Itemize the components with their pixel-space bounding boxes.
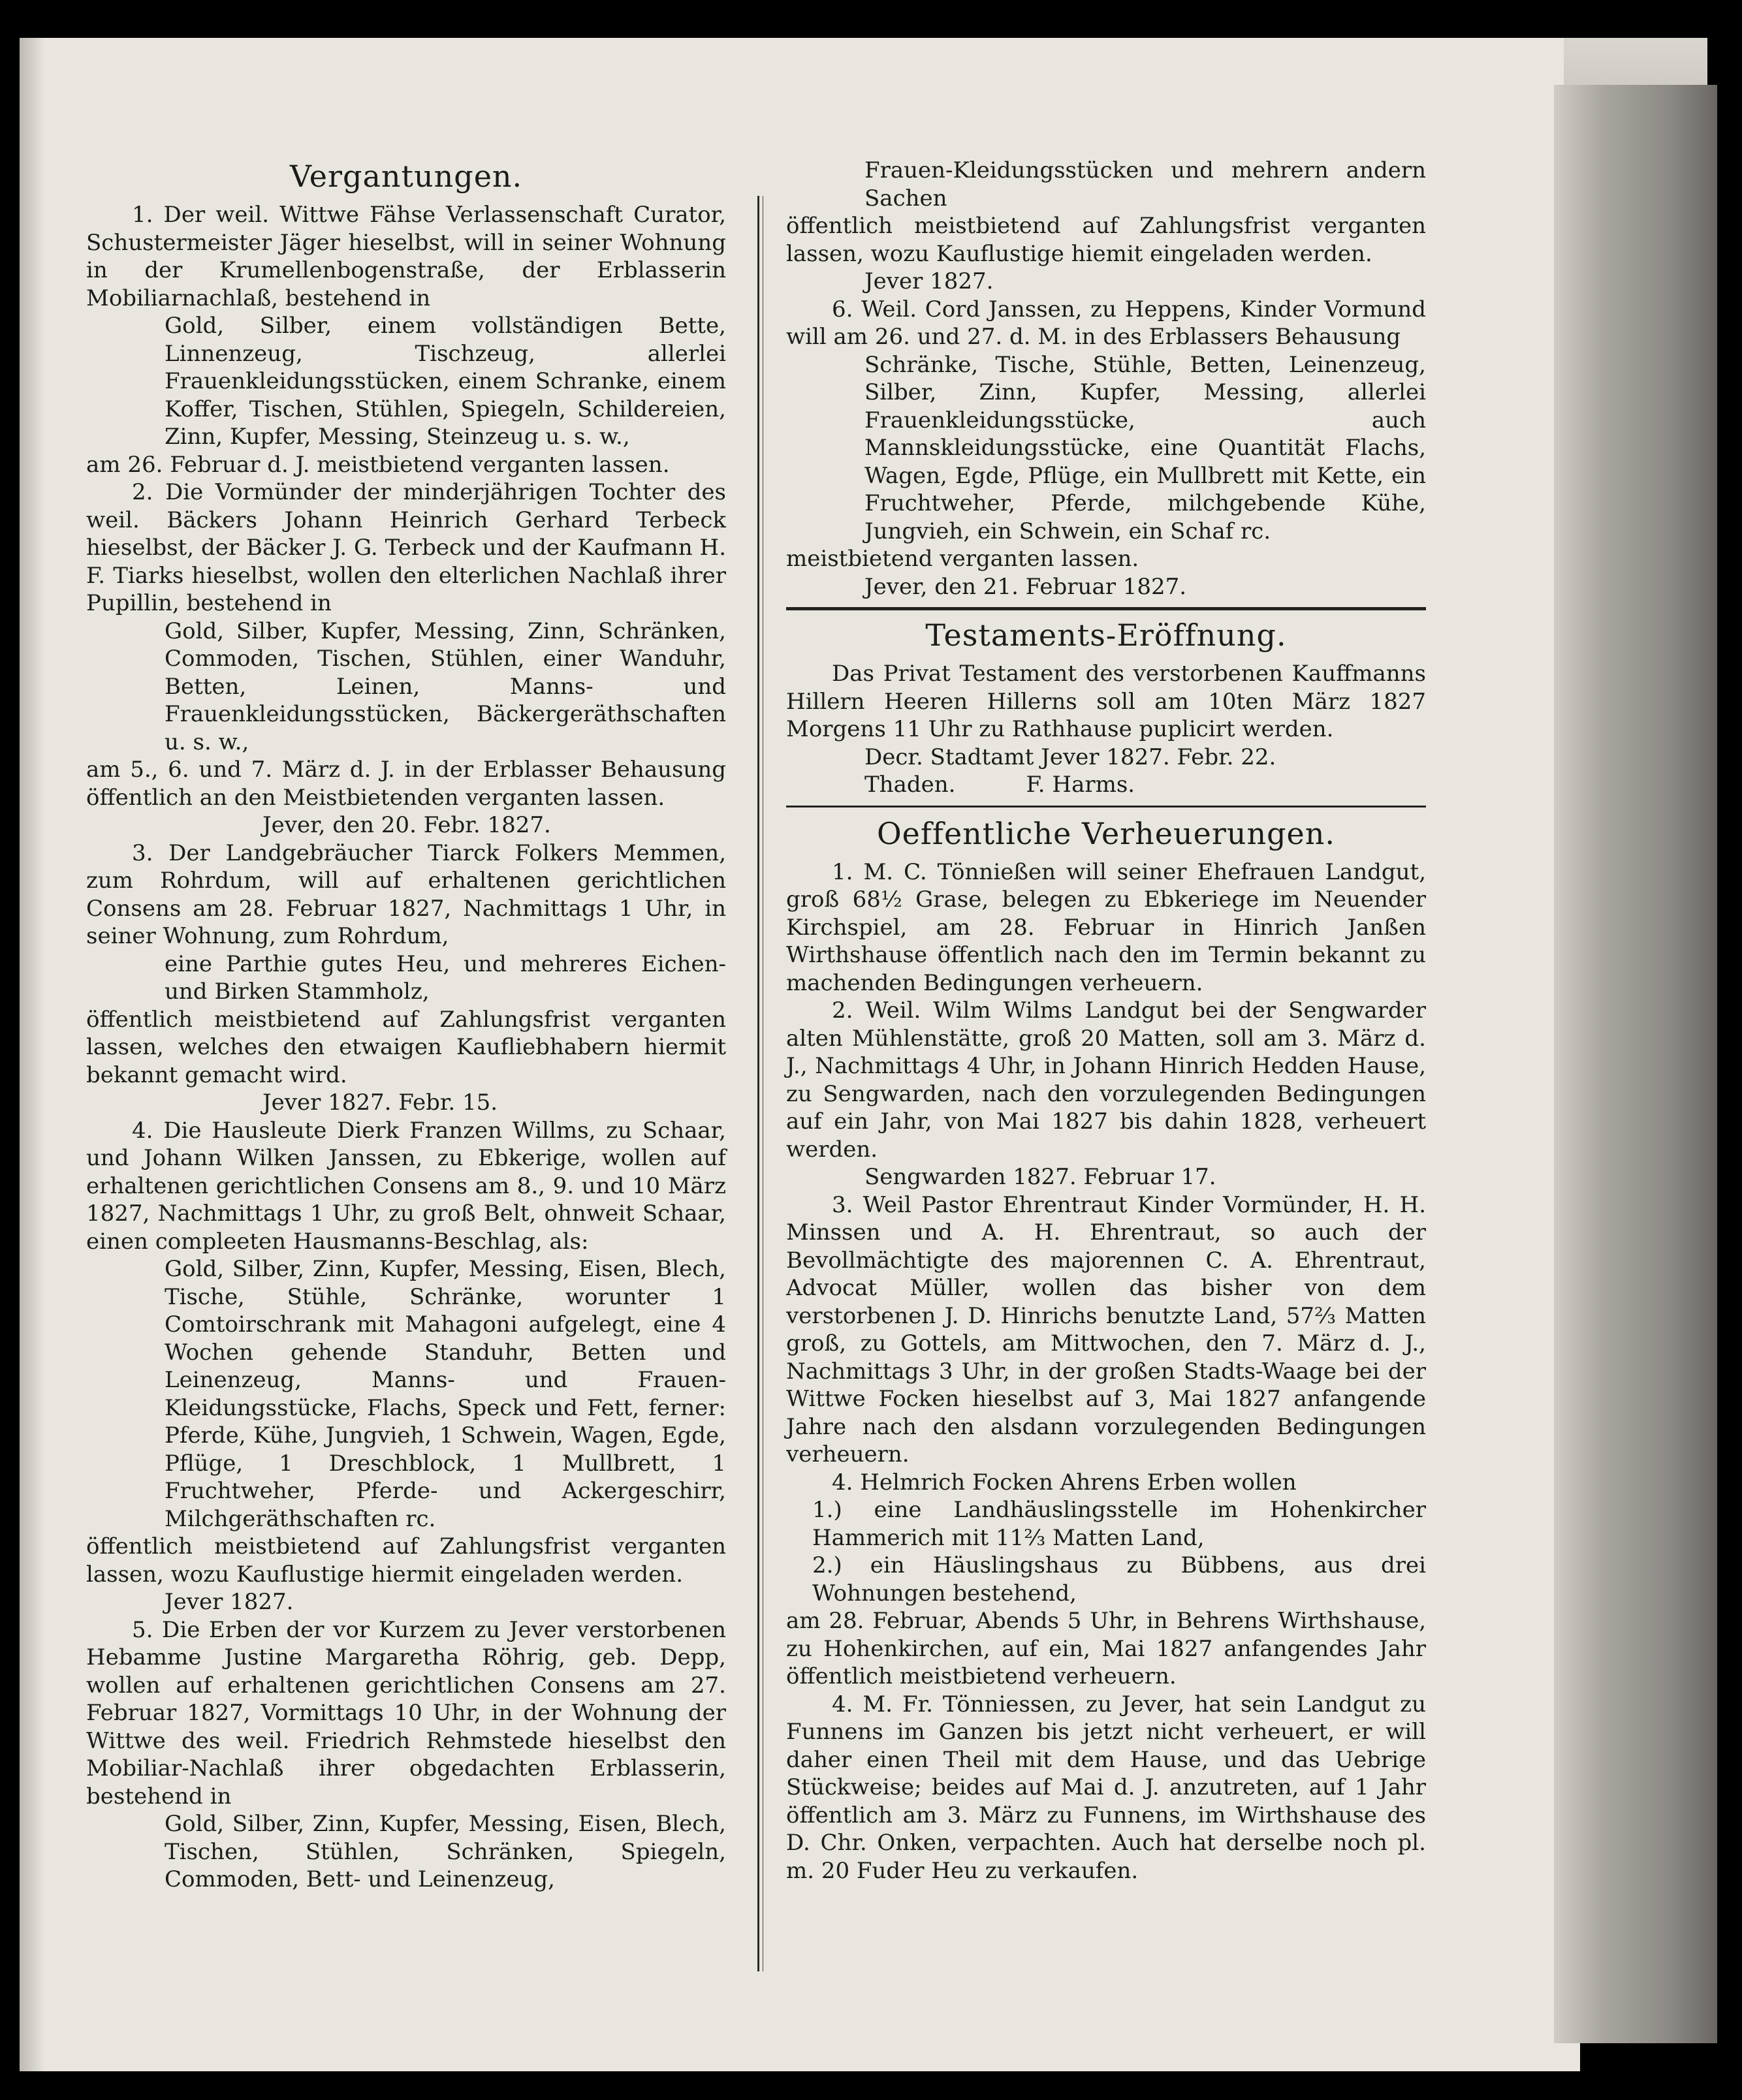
notice-5-items: Gold, Silber, Zinn, Kupfer, Messing, Eisen, Blech, Tischen, Stühlen, Schränken, Spiegeln, Commoden, Bett- und Leinenzeug, — [165, 1811, 726, 1892]
notice-5-items-continued: Frauen-Kleidungsstücken und mehrern andern Sachen — [864, 157, 1426, 212]
notice-6-items: Schränke, Tische, Stühle, Betten, Leinenzeug, Silber, Zinn, Kupfer, Messing, allerlei Frauenkleidungsstücke, auch Mannskleidungsstücke, eine Quantität Flachs, Wagen, Egde, Pflüge, ein Mullbrett mit Kette, ein Fruchtweher, Pferde, milchgebende Kühe, Jungvieh, ein Schwein, ein Schaf rc. — [864, 351, 1426, 544]
notice-4-items: Gold, Silber, Zinn, Kupfer, Messing, Eisen, Blech, Tische, Stühle, Schränke, worunter 1 Comtoirschrank mit Mahagoni aufgelegt, eine 4 Wochen gehende Standuhr, Betten und Leinenzeug, Manns- und Frauen-Kleidungsstücke, Flachs, Speck und Fett, ferner: Pferde, Kühe, Jungvieh, 1 Schwein, Wagen, Egde, Pflüge, 1 Dreschblock, 1 Mullbrett, 1 Fruchtweher, Pferde- und Ackergeschirr, Milchgeräthschaften rc. — [165, 1256, 726, 1532]
testament-decree: Decr. Stadtamt Jever 1827. Febr. 22. — [864, 744, 1276, 770]
notice-1-end: am 26. Februar d. J. meistbietend verganten lassen. — [86, 451, 670, 478]
notice-3-intro: 3. Der Landgebräucher Tiarck Folkers Memmen, zum Rohrdum, will auf erhaltenen gerichtlichen Consens am 28. Februar 1827, Nachmittags 1 Uhr, in seiner Wohnung, zum Rohrdum, — [86, 839, 726, 949]
notice-5-date: Jever 1827. — [864, 268, 994, 294]
lease-4-end: am 28. Februar, Abends 5 Uhr, in Behrens Wirthshause, zu Hohenkirchen, auf ein, Mai 1827 anfangendes Jahr öffentlich meistbietend verheuern. — [786, 1608, 1426, 1689]
lease-2: 2. Weil. Wilm Wilms Landgut bei der Sengwarder alten Mühlenstätte, groß 20 Matten, soll am 3. März d. J., Nachmittags 4 Uhr, in Johann Hinrich Hedden Hause, zu Sengwarden, nach den vorzulegenden Bedingungen auf ein Jahr, von Mai 1827 bis dahin 1828, verheuert werden. — [786, 997, 1426, 1163]
notice-6-date: Jever, den 21. Februar 1827. — [864, 573, 1187, 600]
notice-2-items: Gold, Silber, Kupfer, Messing, Zinn, Schränken, Commoden, Tischen, Stühlen, einer Wanduhr, Betten, Leinen, Manns- und Frauenkleidungsstücken, Bäckergeräthschaften u. s. w., — [165, 618, 726, 755]
lease-2-date: Sengwarden 1827. Februar 17. — [864, 1164, 1216, 1190]
notice-4-end: öffentlich meistbietend auf Zahlungsfrist verganten lassen, wozu Kauflustige hiermit eingeladen werden. — [86, 1533, 726, 1588]
section-rule — [786, 607, 1426, 610]
lease-1: 1. M. C. Tönnießen will seiner Ehefrauen Landgut, groß 68½ Grase, belegen zu Ebkeriege im Neuender Kirchspiel, am 28. Februar in Hinrich Janßen Wirthshause öffentlich nach den im Termin bekannt zu machenden Bedingungen verheuern. — [786, 858, 1426, 996]
notice-4-date: Jever 1827. — [165, 1589, 294, 1615]
lease-4-intro: 4. Helmrich Focken Ahrens Erben wollen — [832, 1469, 1297, 1496]
notice-5-intro: 5. Die Erben der vor Kurzem zu Jever verstorbenen Hebamme Justine Margaretha Röhrig, geb. Depp, wollen auf erhaltenen gerichtlichen Consens am 27. Februar 1827, Vormittags 10 Uhr, in der Wohnung der Wittwe des weil. Friedrich Rehmstede hieselbst den Mobiliar-Nachlaß ihrer obgedachten Erblasserin, bestehend in — [86, 1616, 726, 1810]
section-title-testament: Testaments-Eröffnung. — [925, 618, 1287, 653]
notice-2-end: am 5., 6. und 7. März d. J. in der Erblasser Behausung öffentlich an den Meistbietenden verganten lassen. — [86, 757, 726, 811]
notice-3-items: eine Parthie gutes Heu, und mehreres Eichen- und Birken Stammholz, — [165, 950, 726, 1005]
notice-6-end: meistbietend verganten lassen. — [786, 546, 1139, 572]
lease-5: 4. M. Fr. Tönniessen, zu Jever, hat sein Landgut zu Funnens im Ganzen bis jetzt nicht verheuert, er will daher einen Theil mit dem Hause, und das Uebrige Stückweise; beides auf Mai d. J. anzutreten, auf 1 Jahr öffentlich am 3. März zu Funnens, im Wirthshause des D. Chr. Onken, verpachten. Auch hat derselbe noch pl. m. 20 Fuder Heu zu verkaufen. — [786, 1691, 1426, 1884]
book-spine-edge — [1554, 85, 1717, 2043]
lease-3: 3. Weil Pastor Ehrentraut Kinder Vormünder, H. H. Minssen und A. H. Ehrentraut, so auch der Bevollmächtigte des majorennen C. A. Ehrentraut, Advocat Müller, wollen das bisher von dem verstorbenen J. D. Hinrichs benutzte Land, 57⅔ Matten groß, zu Gottels, am Mittwochen, den 7. März d. J., Nachmittags 3 Uhr, in der großen Stadts-Waage bei der Wittwe Focken hieselbst auf 3, Mai 1827 anfangende Jahre nach den alsdann vorzulegenden Bedingungen verheuern. — [786, 1191, 1426, 1467]
lease-4-item-2: 2.) ein Häuslingshaus zu Bübbens, aus drei Wohnungen bestehend, — [812, 1552, 1426, 1606]
section-title-vergantungen: Vergantungen. — [289, 159, 523, 194]
column-divider — [757, 196, 759, 1971]
page-fold-shadow — [20, 38, 44, 2071]
notice-5-end: öffentlich meistbietend auf Zahlungsfrist verganten lassen, wozu Kauflustige hiemit eingeladen werden. — [786, 213, 1426, 267]
notice-2-intro: 2. Die Vormünder der minderjährigen Tochter des weil. Bäckers Johann Heinrich Gerhard Terbeck hieselbst, der Bäcker J. G. Terbeck und der Kaufmann H. F. Tiarks hieselbst, wollen den elterlichen Nachlaß ihrer Pupillin, bestehend in — [86, 479, 726, 616]
testament-signatures: Thaden. F. Harms. — [864, 772, 1135, 798]
notice-2-date: Jever, den 20. Febr. 1827. — [262, 812, 551, 838]
notice-3-end: öffentlich meistbietend auf Zahlungsfrist verganten lassen, welches den etwaigen Kaufliebhabern hiermit bekannt gemacht wird. — [86, 1006, 726, 1088]
section-rule — [786, 806, 1426, 807]
section-title-verheuerungen: Oeffentliche Verheuerungen. — [876, 815, 1336, 851]
lease-4-item-1: 1.) eine Landhäuslingsstelle im Hohenkircher Hammerich mit 11⅔ Matten Land, — [812, 1497, 1426, 1551]
left-column — [86, 157, 726, 1894]
notice-1-intro: 1. Der weil. Wittwe Fähse Verlassenschaft Curator, Schustermeister Jäger hieselbst, will in seiner Wohnung in der Krumellenbogenstraße, der Erblasserin Mobiliarnachlaß, bestehend in — [86, 202, 726, 311]
right-column — [786, 157, 1426, 1885]
notice-1-items: Gold, Silber, einem vollständigen Bette, Linnenzeug, Tischzeug, allerlei Frauenkleidungsstücken, einem Schranke, einem Koffer, Tischen, Stühlen, Spiegeln, Schildereien, Zinn, Kupfer, Messing, Steinzeug u. s. w., — [165, 313, 726, 450]
notice-6-intro: 6. Weil. Cord Janssen, zu Heppens, Kinder Vormund will am 26. und 27. d. M. in des Erblassers Behausung — [786, 296, 1426, 350]
notice-3-date: Jever 1827. Febr. 15. — [262, 1089, 498, 1116]
testament-body: Das Privat Testament des verstorbenen Kauffmanns Hillern Heeren Hillerns soll am 10ten März 1827 Morgens 11 Uhr zu Rathhause puplicirt werden. — [786, 661, 1426, 742]
notice-4-intro: 4. Die Hausleute Dierk Franzen Willms, zu Schaar, und Johann Wilken Janssen, zu Ebkerige, wollen auf erhaltenen gerichtlichen Consens am 8., 9. und 10 März 1827, Nachmittags 1 Uhr, zu groß Belt, ohnweit Schaar, einen compleeten Hausmanns-Beschlag, als: — [86, 1117, 726, 1255]
